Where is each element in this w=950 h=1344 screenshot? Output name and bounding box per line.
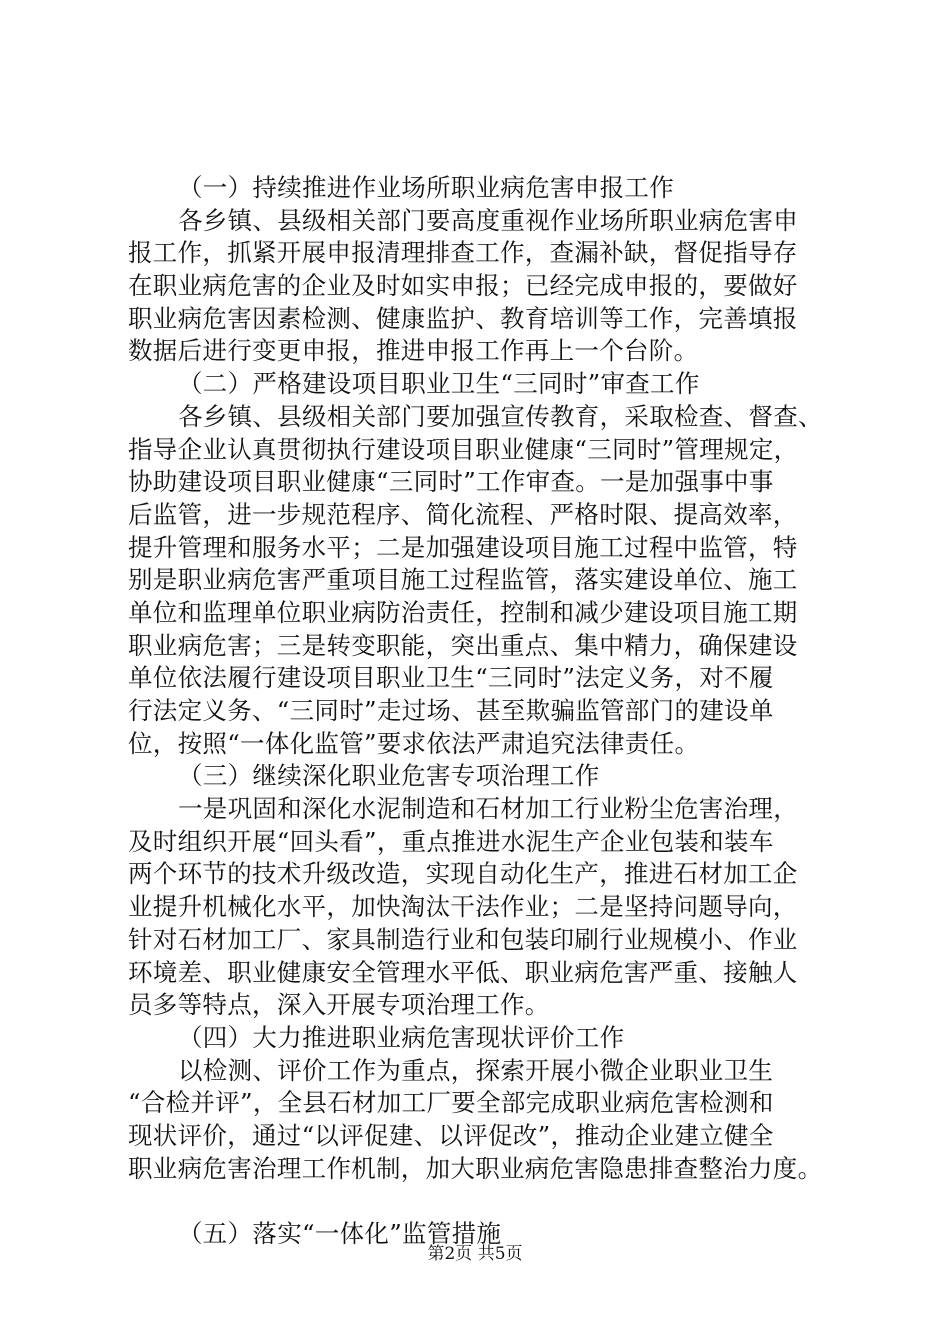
paragraph-line: “合检并评”，全县石材加工厂要全部完成职业病危害检测和 — [128, 1088, 774, 1118]
paragraph-line: 现状评价，通过“以评促建、以评促改”，推动企业建立健全 — [128, 1120, 774, 1150]
paragraph-line: 职业病危害治理工作机制，加大职业病危害隐患排查整治力度。 — [128, 1153, 823, 1183]
paragraph-line: 报工作，抓紧开展申报清理排查工作，查漏补缺，督促指导存 — [128, 238, 798, 268]
paragraph-line: 两个环节的技术升级改造，实现自动化生产，推进石材加工企 — [128, 859, 798, 889]
paragraph-line: 及时组织开展“回头看”，重点推进水泥生产企业包装和装车 — [128, 826, 774, 856]
section-heading-4: （四）大力推进职业病危害现状评价工作 — [178, 1022, 625, 1052]
paragraph-line: 单位和监理单位职业病防治责任，控制和减少建设项目施工期 — [128, 597, 798, 627]
paragraph-line: 后监管，进一步规范程序、简化流程、严格时限、提高效率， — [128, 499, 798, 529]
page-number-footer: 第2页 共5页 — [427, 1244, 523, 1264]
paragraph-line: 针对石材加工厂、家具制造行业和包装印刷行业规模小、作业 — [128, 924, 798, 954]
section-heading-5: （五）落实“一体化”监管措施 — [178, 1219, 502, 1249]
document-body — [128, 172, 840, 1251]
paragraph-line: 在职业病危害的企业及时如实申报；已经完成申报的，要做好 — [128, 271, 798, 301]
paragraph-line: 职业病危害因素检测、健康监护、教育培训等工作，完善填报 — [128, 303, 798, 333]
paragraph-line: 数据后进行变更申报，推进申报工作再上一个台阶。 — [128, 336, 699, 366]
section-heading-2: （二）严格建设项目职业卫生“三同时”审查工作 — [178, 369, 700, 399]
paragraph-line: 位，按照“一体化监管”要求依法严肃追究法律责任。 — [128, 728, 700, 758]
paragraph-line: 以检测、评价工作为重点，探索开展小微企业职业卫生 — [178, 1055, 774, 1085]
paragraph-line: 一是巩固和深化水泥制造和石材加工行业粉尘危害治理， — [178, 794, 798, 824]
paragraph-line: 各乡镇、县级相关部门要加强宣传教育，采取检查、督查、 — [178, 401, 823, 431]
paragraph-gap — [128, 1185, 840, 1218]
paragraph-line: 职业病危害；三是转变职能，突出重点、集中精力，确保建设 — [128, 630, 798, 660]
section-heading-3: （三）继续深化职业危害专项治理工作 — [178, 761, 600, 791]
paragraph-line: 各乡镇、县级相关部门要高度重视作业场所职业病危害申 — [178, 205, 798, 235]
paragraph-line: 协助建设项目职业健康“三同时”工作审查。一是加强事中事 — [128, 467, 774, 497]
paragraph-line: 环境差、职业健康安全管理水平低、职业病危害严重、接触人 — [128, 957, 798, 987]
paragraph-line: 行法定义务、“三同时”走过场、甚至欺骗监管部门的建设单 — [128, 696, 774, 725]
paragraph-line: 提升管理和服务水平；二是加强建设项目施工过程中监管，特 — [128, 532, 798, 562]
paragraph-line: 别是职业病危害严重项目施工过程监管，落实建设单位、施工 — [128, 565, 798, 595]
paragraph-line: 业提升机械化水平，加快淘汰干法作业；二是坚持问题导向， — [128, 892, 798, 922]
paragraph-line: 指导企业认真贯彻执行建设项目职业健康“三同时”管理规定， — [128, 434, 799, 464]
paragraph-line: 单位依法履行建设项目职业卫生“三同时”法定义务，对不履 — [128, 663, 774, 693]
paragraph-line: 员多等特点，深入开展专项治理工作。 — [128, 990, 550, 1020]
section-heading-1: （一）持续推进作业场所职业病危害申报工作 — [178, 173, 674, 202]
